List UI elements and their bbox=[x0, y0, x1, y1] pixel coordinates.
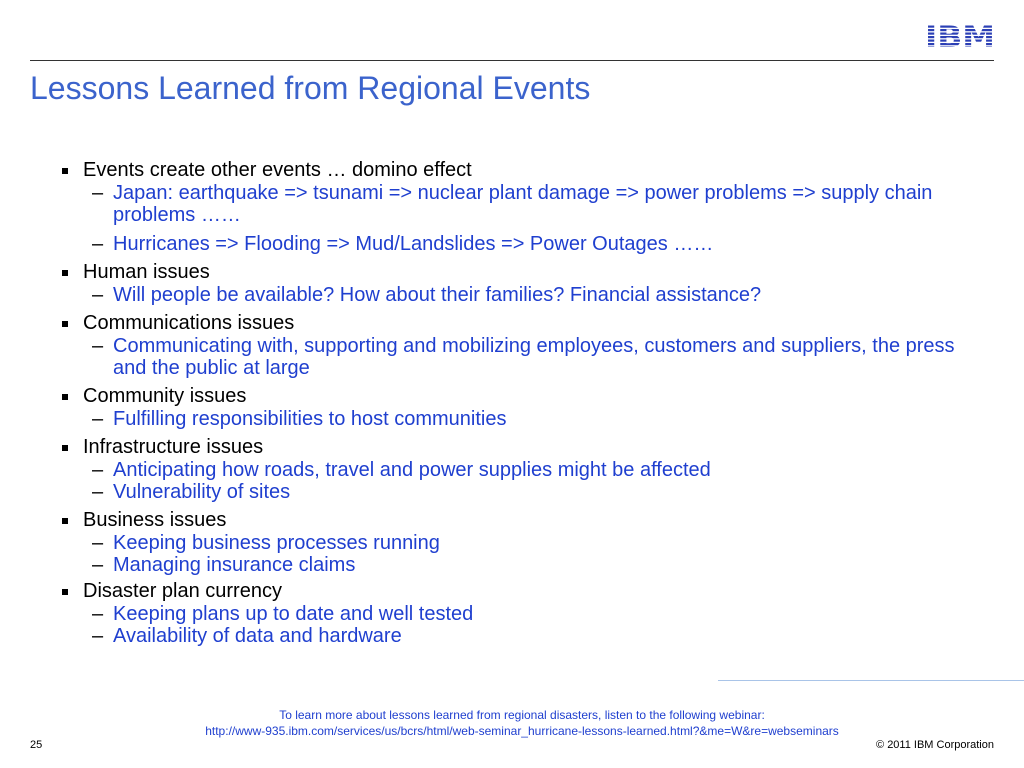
page-number: 25 bbox=[30, 739, 43, 751]
dash-bullet-icon: – bbox=[92, 625, 104, 647]
square-bullet-icon bbox=[62, 270, 68, 276]
sub-bullet-item bbox=[83, 625, 962, 647]
square-bullet-icon bbox=[62, 589, 68, 595]
sub-bullet-text: Communicating with, supporting and mobilizing employees, customers and suppliers, the press and the public at large bbox=[113, 335, 955, 379]
dash-bullet-icon: – bbox=[92, 554, 104, 576]
sub-bullet-text: Vulnerability of sites bbox=[113, 481, 291, 503]
bullet-group-human bbox=[62, 261, 962, 306]
webinar-link[interactable]: http://www-935.ibm.com/services/us/bcrs/html/web-seminar_hurricane-lessons-learned.html?&me=W&re=webseminars bbox=[205, 724, 839, 738]
bullet-label: Human issues bbox=[83, 261, 210, 283]
bullet-label: Business issues bbox=[83, 509, 227, 531]
sub-bullet-item bbox=[83, 335, 962, 379]
webinar-note bbox=[0, 707, 1024, 739]
bullet-item bbox=[62, 261, 962, 284]
bullet-list bbox=[62, 159, 962, 653]
sub-bullet-item bbox=[83, 233, 962, 255]
sub-bullet-text: Availability of data and hardware bbox=[113, 625, 402, 647]
bullet-group-domino bbox=[62, 159, 962, 255]
copyright: © 2011 IBM Corporation bbox=[876, 739, 994, 751]
sub-bullet-text: Keeping plans up to date and well tested bbox=[113, 603, 474, 625]
sub-bullet-item bbox=[83, 603, 962, 625]
sub-bullet-item bbox=[83, 408, 962, 430]
footer-divider bbox=[718, 680, 1024, 681]
dash-bullet-icon: – bbox=[92, 532, 104, 554]
bullet-group-communications bbox=[62, 312, 962, 379]
sub-bullet-item bbox=[83, 284, 962, 306]
sub-bullet-text: Anticipating how roads, travel and power supplies might be affected bbox=[113, 459, 711, 481]
dash-bullet-icon: – bbox=[92, 233, 104, 255]
bullet-label: Community issues bbox=[83, 385, 247, 407]
bullet-label: Events create other events … domino effect bbox=[83, 159, 472, 181]
sub-bullet-text: Keeping business processes running bbox=[113, 532, 440, 554]
sub-bullet-item bbox=[83, 182, 962, 226]
sub-bullet-text: Hurricanes => Flooding => Mud/Landslides => Power Outages …… bbox=[113, 233, 714, 255]
bullet-item bbox=[62, 159, 962, 182]
bullet-group-infrastructure bbox=[62, 436, 962, 503]
dash-bullet-icon: – bbox=[92, 335, 104, 357]
sub-bullet-text: Will people be available? How about their families? Financial assistance? bbox=[113, 284, 762, 306]
square-bullet-icon bbox=[62, 518, 68, 524]
header-divider bbox=[30, 60, 994, 61]
dash-bullet-icon: – bbox=[92, 182, 104, 204]
bullet-item bbox=[62, 312, 962, 335]
dash-bullet-icon: – bbox=[92, 481, 104, 503]
sub-bullet-text: Japan: earthquake => tsunami => nuclear plant damage => power problems => supply chain problems …… bbox=[113, 182, 933, 226]
dash-bullet-icon: – bbox=[92, 408, 104, 430]
sub-bullet-item bbox=[83, 481, 962, 503]
square-bullet-icon bbox=[62, 321, 68, 327]
bullet-item bbox=[62, 580, 962, 603]
bullet-item bbox=[62, 509, 962, 532]
bullet-label: Communications issues bbox=[83, 312, 295, 334]
dash-bullet-icon: – bbox=[92, 603, 104, 625]
bullet-item bbox=[62, 385, 962, 408]
bullet-group-business bbox=[62, 509, 962, 576]
ibm-logo bbox=[924, 22, 996, 50]
sub-bullet-item bbox=[83, 459, 962, 481]
bullet-label: Disaster plan currency bbox=[83, 580, 282, 602]
bullet-group-community bbox=[62, 385, 962, 430]
webinar-note-text: To learn more about lessons learned from regional disasters, listen to the following webinar: bbox=[279, 708, 765, 722]
sub-bullet-item bbox=[83, 532, 962, 554]
sub-bullet-item bbox=[83, 554, 962, 576]
square-bullet-icon bbox=[62, 445, 68, 451]
dash-bullet-icon: – bbox=[92, 459, 104, 481]
slide-title: Lessons Learned from Regional Events bbox=[30, 70, 591, 106]
bullet-label: Infrastructure issues bbox=[83, 436, 264, 458]
square-bullet-icon bbox=[62, 394, 68, 400]
square-bullet-icon bbox=[62, 168, 68, 174]
dash-bullet-icon: – bbox=[92, 284, 104, 306]
bullet-group-disaster-plan bbox=[62, 580, 962, 647]
bullet-item bbox=[62, 436, 962, 459]
sub-bullet-text: Managing insurance claims bbox=[113, 554, 356, 576]
sub-bullet-text: Fulfilling responsibilities to host communities bbox=[113, 408, 507, 430]
